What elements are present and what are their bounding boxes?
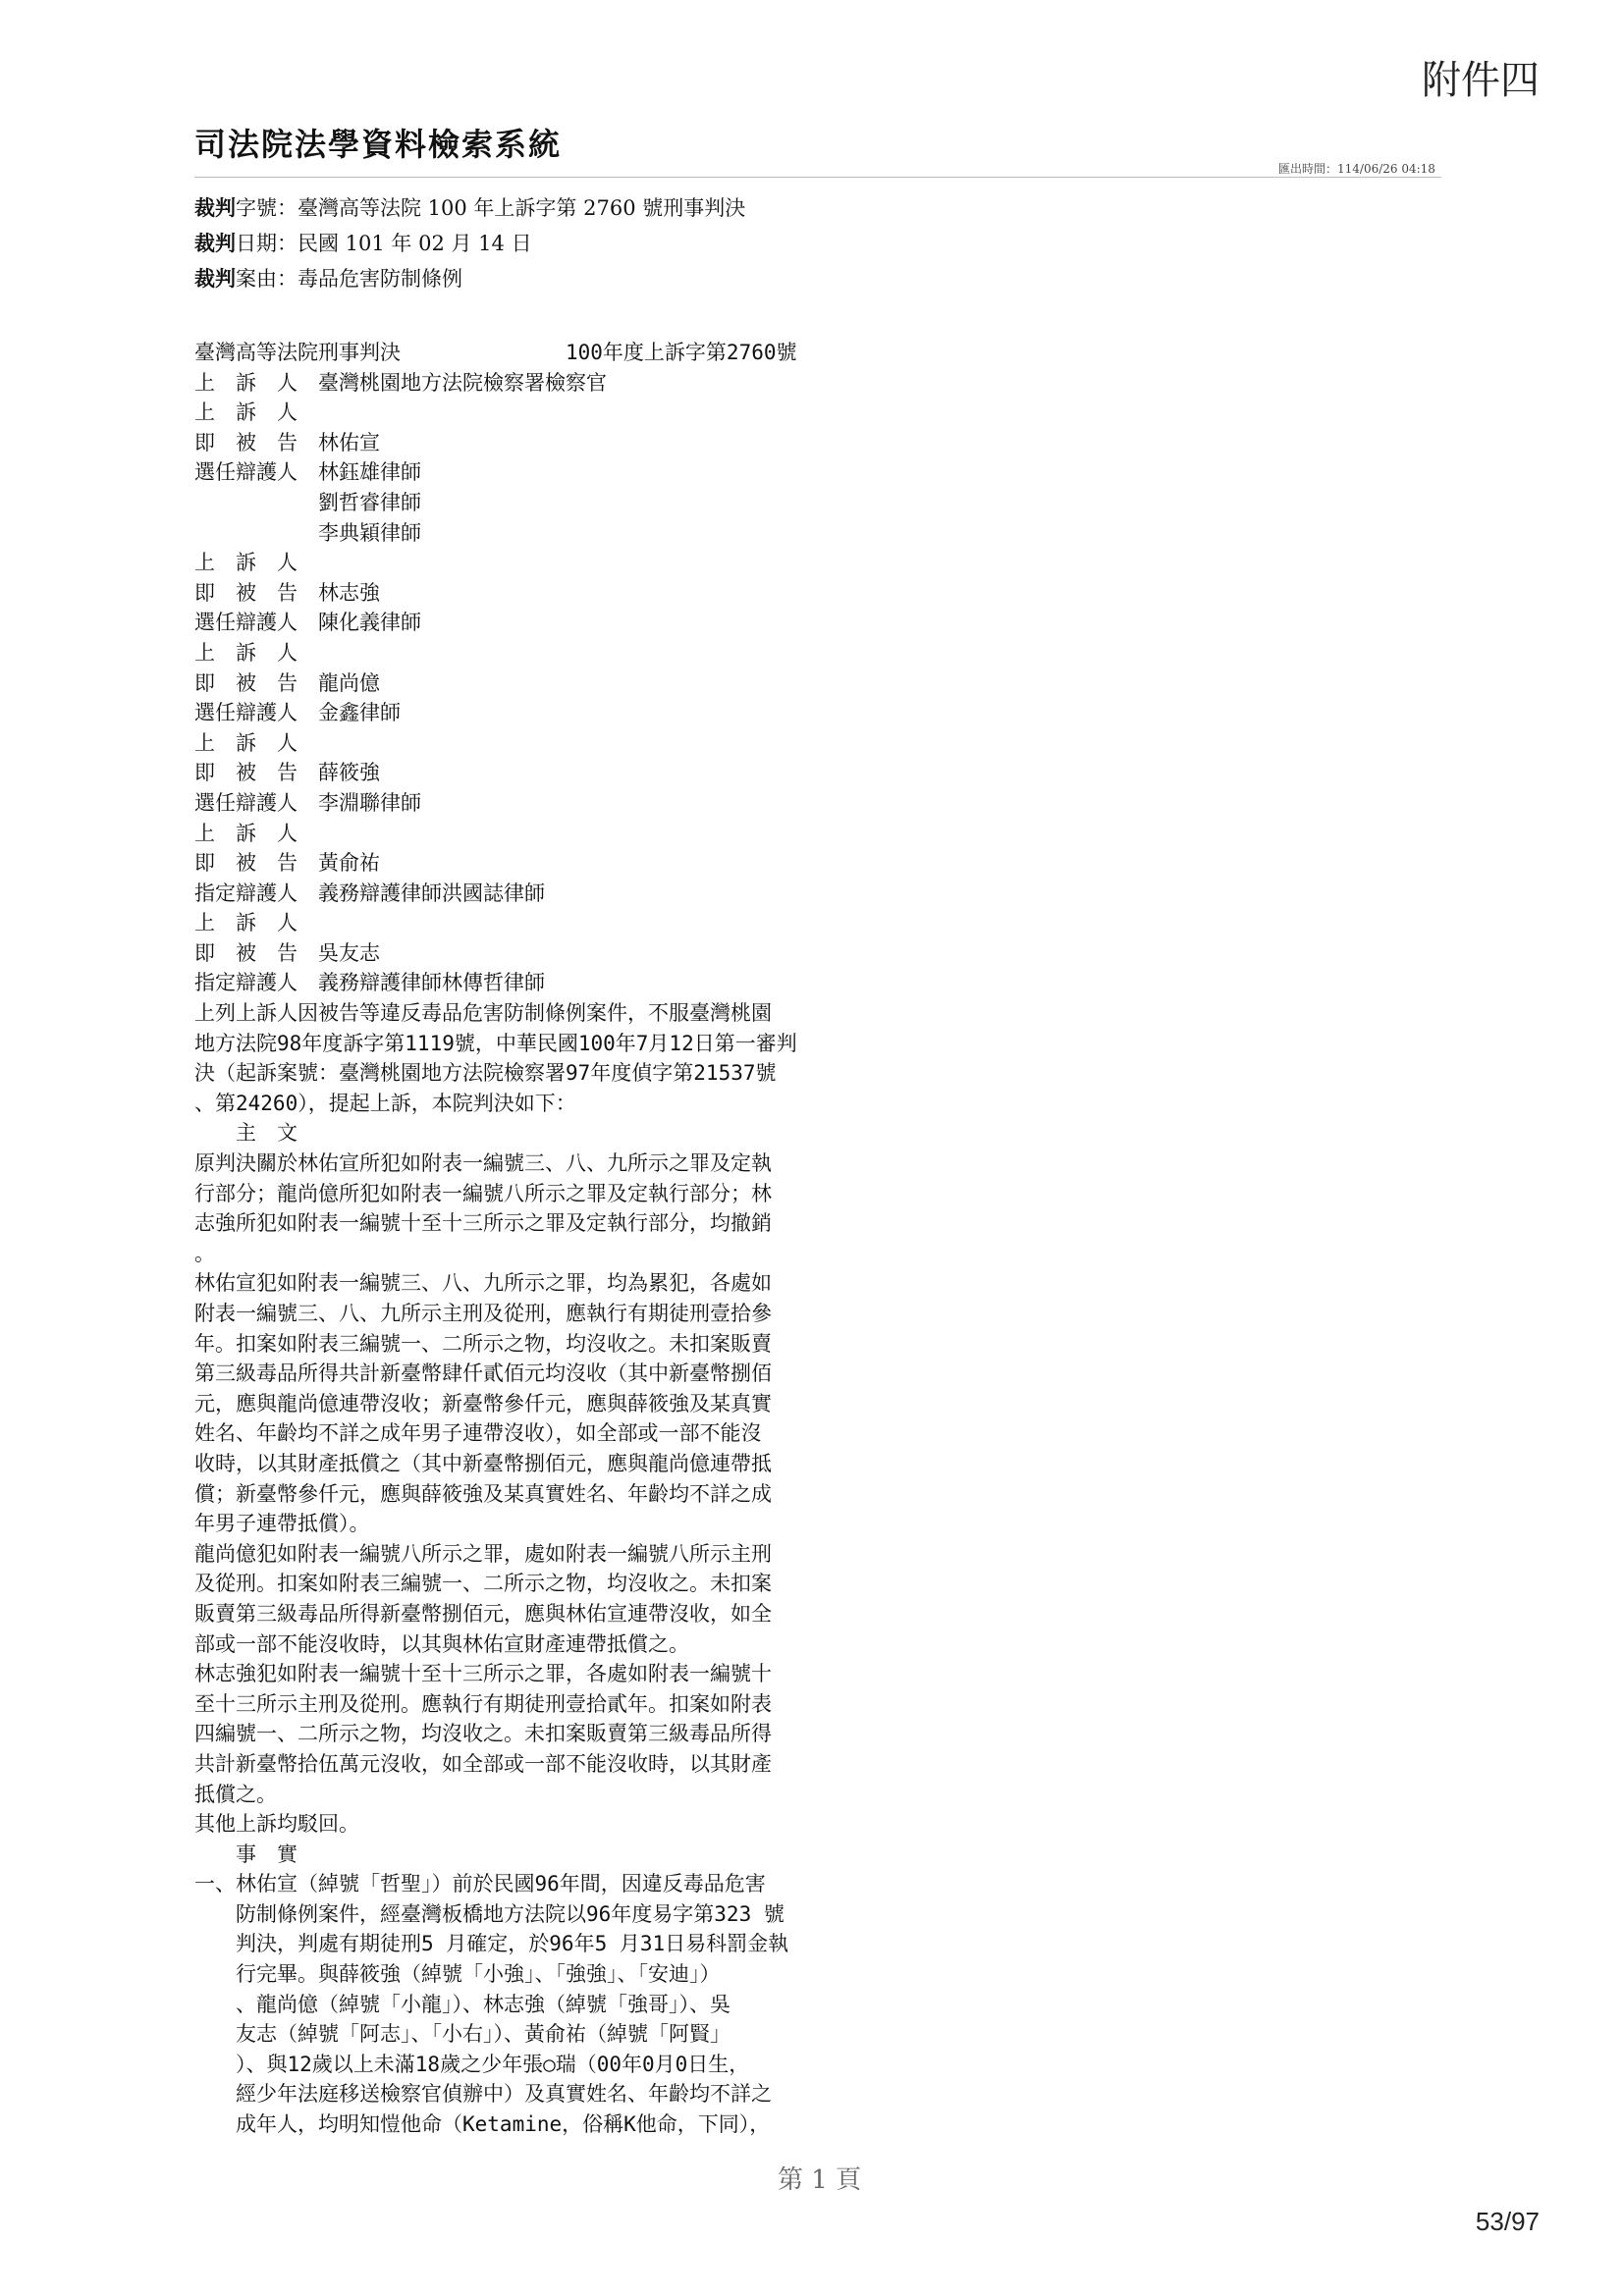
judgment-line: 決（起訴案號：臺灣桃園地方法院檢察署97年度偵字第21537號 [194, 1061, 777, 1086]
judgment-line: 至十三所示主刑及從刑。應執行有期徒刑壹拾貳年。扣案如附表 [194, 1691, 772, 1716]
header-divider [194, 177, 1441, 178]
judgment-line: 選任辯護人 林鈺雄律師 [194, 460, 421, 485]
judgment-line: 販賣第三級毒品所得新臺幣捌佰元，應與林佑宣連帶沒收，如全 [194, 1601, 772, 1626]
judgment-line: 上列上訴人因被告等違反毒品危害防制條例案件，不服臺灣桃園 [194, 1001, 772, 1026]
judgment-line: 判決，判處有期徒刑5 月確定，於96年5 月31日易科罰金執 [194, 1932, 789, 1956]
judgment-line: 友志（綽號「阿志」、「小右」）、黃俞祐（綽號「阿賢」 [194, 2022, 730, 2047]
judgment-line: 上 訴 人 [194, 551, 298, 575]
judgment-line: 上 訴 人 [194, 640, 298, 665]
judgment-line: 即 被 告 林志強 [194, 580, 380, 605]
annex-label: 附件四 [1422, 58, 1540, 103]
judgment-line: 一、林佑宣（綽號「哲聖」）前於民國96年間，因違反毒品危害 [194, 1872, 766, 1896]
judgment-line: ）、與12歲以上未滿18歲之少年張○瑞（00年0月0日生， [194, 2052, 750, 2076]
judgment-line: 姓名、年齡均不詳之成年男子連帶沒收），如全部或一部不能沒 [194, 1421, 762, 1446]
judgment-line: 收時，以其財產抵償之（其中新臺幣捌佰元，應與龍尚億連帶抵 [194, 1451, 772, 1475]
judgment-line: 行完畢。與薛筱強（綽號「小強」、「強強」、「安迪」） [194, 1962, 721, 1987]
judgment-line: 林佑宣犯如附表一編號三、八、九所示之罪，均為累犯，各處如 [194, 1271, 772, 1296]
meta-case-cause: 裁判案由：毒品危害防制條例 [194, 266, 462, 291]
judgment-line: 林志強犯如附表一編號十至十三所示之罪，各處如附表一編號十 [194, 1662, 772, 1686]
judgment-line: 上 訴 人 [194, 400, 298, 425]
judgment-line: 即 被 告 林佑宣 [194, 430, 380, 454]
judgment-line: 即 被 告 薛筱強 [194, 761, 380, 785]
judgment-line: 成年人，均明知愷他命（Ketamine，俗稱K他命，下同）， [194, 2112, 771, 2137]
judgment-line: 臺灣高等法院刑事判決 100年度上訴字第2760號 [194, 341, 797, 364]
judgment-line: 其他上訴均駁回。 [194, 1812, 359, 1837]
judgment-line: 年。扣案如附表三編號一、二所示之物，均沒收之。未扣案販賣 [194, 1331, 772, 1356]
judgment-line: 選任辯護人 李淵聯律師 [194, 790, 421, 815]
judgment-line: 元，應與龍尚億連帶沒收；新臺幣參仟元，應與薛筱強及某真實 [194, 1391, 772, 1415]
judgment-line: 選任辯護人 陳化義律師 [194, 611, 421, 635]
judgment-line: 抵償之。 [194, 1782, 277, 1806]
judgment-line: 即 被 告 吳友志 [194, 940, 380, 965]
judgment-line: 年男子連帶抵償）。 [194, 1512, 370, 1536]
judgment-line: 原判決關於林佑宣所犯如附表一編號三、八、九所示之罪及定執 [194, 1151, 772, 1176]
judgment-line: 上 訴 人 [194, 821, 298, 845]
judgment-line: 志強所犯如附表一編號十至十三所示之罪及定執行部分，均撤銷 [194, 1211, 772, 1236]
judgment-line: 附表一編號三、八、九所示主刑及從刑，應執行有期徒刑壹拾參 [194, 1302, 772, 1325]
system-title: 司法院法學資料檢索系統 [194, 126, 563, 163]
judgment-line: 主 文 [194, 1121, 298, 1146]
print-timestamp: 匯出時間：114/06/26 04:18 [1278, 162, 1435, 176]
judgment-line: 及從刑。扣案如附表三編號一、二所示之物，均沒收之。未扣案 [194, 1572, 772, 1596]
judgment-line: 上 訴 人 [194, 911, 298, 935]
judgment-line: 指定辯護人 義務辯護律師洪國誌律師 [194, 881, 545, 905]
judgment-line: 選任辯護人 金鑫律師 [194, 701, 401, 725]
judgment-line: 上 訴 人 臺灣桃園地方法院檢察署檢察官 [194, 370, 607, 395]
judgment-line: 行部分；龍尚億所犯如附表一編號八所示之罪及定執行部分；林 [194, 1181, 772, 1205]
judgment-line: 上 訴 人 [194, 730, 298, 755]
judgment-line: 龍尚億犯如附表一編號八所示之罪，處如附表一編號八所示主刑 [194, 1541, 772, 1566]
judgment-line: 四編號一、二所示之物，均沒收之。未扣案販賣第三級毒品所得 [194, 1722, 772, 1746]
judgment-line: 、龍尚億（綽號「小龍」）、林志強（綽號「強哥」）、吳 [194, 1992, 730, 2016]
judgment-line: 指定辯護人 義務辯護律師林傳哲律師 [194, 971, 545, 995]
judgment-line: 第三級毒品所得共計新臺幣肆仟貳佰元均沒收（其中新臺幣捌佰 [194, 1362, 772, 1386]
judgment-line: 事 實 [194, 1842, 298, 1866]
judgment-line: 共計新臺幣拾伍萬元沒收，如全部或一部不能沒收時，以其財產 [194, 1751, 772, 1776]
judgment-line: 償；新臺幣參仟元，應與薛筱強及某真實姓名、年齡均不詳之成 [194, 1481, 772, 1506]
judgment-line: 即 被 告 龍尚億 [194, 670, 380, 695]
judgment-line: 、第24260），提起上訴，本院判決如下： [194, 1091, 576, 1115]
judgment-line: 經少年法庭移送檢察官偵辦中）及真實姓名、年齡均不詳之 [194, 2082, 772, 2107]
judgment-line: 李典穎律師 [194, 520, 421, 545]
judgment-line: 部或一部不能沒收時，以其與林佑宣財產連帶抵償之。 [194, 1631, 689, 1656]
meta-case-number: 裁判字號：臺灣高等法院 100 年上訴字第 2760 號刑事判決 [194, 195, 746, 220]
page-number: 第 1 頁 [778, 2165, 862, 2195]
judgment-line: 。 [194, 1241, 215, 1265]
judgment-line: 劉哲睿律師 [194, 490, 421, 514]
judgment-line: 即 被 告 黃俞祐 [194, 851, 380, 876]
judgment-line: 防制條例案件，經臺灣板橋地方法院以96年度易字第323 號 [194, 1901, 784, 1926]
document-page-count: 53/97 [1475, 2207, 1540, 2236]
meta-judgment-date: 裁判日期：民國 101 年 02 月 14 日 [194, 231, 532, 255]
judgment-body [194, 338, 803, 2140]
judgment-line: 地方法院98年度訴字第1119號，中華民國100年7月12日第一審判 [194, 1031, 797, 1055]
